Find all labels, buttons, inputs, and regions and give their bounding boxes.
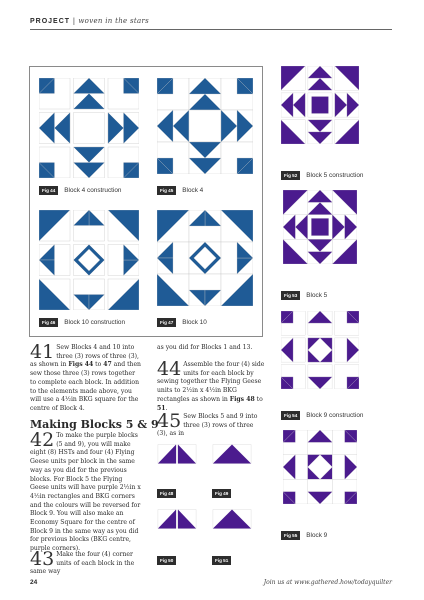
footer-web: Join us at www.gathered.how/todayquilter <box>263 579 392 586</box>
fig45-block4 <box>157 78 253 174</box>
running-header <box>30 17 149 25</box>
fig54-block9-construction <box>281 311 359 389</box>
block-9-cell <box>335 338 359 362</box>
block-9-cell <box>283 479 308 504</box>
block-4-cell <box>73 147 104 178</box>
fig51-tag: Fig 51 <box>212 556 231 565</box>
step-41-text-a: Sew Blocks 4 and 10 into three (3) rows of three (3), as shown in <box>30 344 139 369</box>
step-44-ref2: 51 <box>157 404 166 412</box>
fig44-caption <box>39 186 121 195</box>
fig44-text: Block 4 construction <box>64 187 122 194</box>
block-10-cell <box>73 210 104 241</box>
block-9-cell <box>308 311 332 335</box>
step-43-number: 43 <box>30 548 55 570</box>
block-4-cell <box>108 112 139 143</box>
block-10-cell <box>73 279 104 310</box>
header-rule <box>30 29 392 30</box>
block-4-cell <box>221 142 253 174</box>
fig46-text: Block 10 construction <box>64 319 126 326</box>
fig45-caption <box>157 186 203 195</box>
fig55-text: Block 9 <box>306 532 328 539</box>
block-9-cell <box>281 338 305 362</box>
block-9-cell <box>308 430 333 455</box>
fig52-caption <box>281 171 363 180</box>
step-41-text-c: and then sew those three (3) rows together to complete each block. In addition to the elements made above, you will use a 4½in BKG square for the centre of Block 4. <box>30 361 141 412</box>
step-43 <box>30 548 142 577</box>
block-4-cell <box>189 142 221 174</box>
block-10-cell <box>39 210 70 241</box>
fig50-tag: Fig 50 <box>157 556 176 565</box>
section-label: PROJECT <box>30 18 71 25</box>
step-41 <box>30 341 142 414</box>
step-44-text-a: Assemble the four (4) side units for each block by sewing together the Flying Geese units to 2½in x 4½in BKG rectangles as shown in <box>157 361 265 403</box>
block-10-cell <box>221 274 253 306</box>
block-5-cell <box>308 190 333 215</box>
block-10-cell <box>189 274 221 306</box>
block-4-cell <box>157 142 189 174</box>
fig46-tag: Fig 46 <box>39 318 58 327</box>
block-10-cell <box>157 210 189 242</box>
block-5-cell <box>308 66 332 90</box>
fig47-tag: Fig 47 <box>157 318 176 327</box>
block-9-cell <box>332 455 357 480</box>
fig54-tag: Fig 54 <box>281 411 300 420</box>
fig45-text: Block 4 <box>182 187 204 194</box>
block-4-cell <box>221 110 253 142</box>
fig51-caption <box>212 556 237 565</box>
block-5-cell <box>308 93 332 117</box>
step-41-ref: Figs 44 <box>68 361 94 369</box>
fig53-block5 <box>283 190 357 264</box>
section-heading: Making Blocks 5 & 9 <box>30 418 159 431</box>
step-45-number: 45 <box>157 410 182 432</box>
fig49-caption <box>212 489 237 498</box>
block-10-cell <box>189 210 221 242</box>
block-4-cell <box>189 78 221 110</box>
block-10-cell <box>189 242 221 274</box>
block-10-cell <box>157 274 189 306</box>
fig45-tag: Fig 45 <box>157 186 176 195</box>
block-4-cell <box>73 78 104 109</box>
fig52-block5-construction <box>281 66 359 144</box>
step-44-number: 44 <box>157 358 182 380</box>
fig50-flying-geese <box>157 508 197 530</box>
step-42-text: To make the purple blocks (5 and 9), you will make eight (8) HSTs and four (4) Flying Geese units per block in the same way as you did for the previous blocks. For Block 5 the Flying Geese units will have purple 2½in x 4½in rectangles and BKG corners and the colours will be reversed for Block 9. You will also make an Economy Square for the centre of Block 9 in the same way as you did for previous blocks (BKG centre, purple corners). <box>30 432 141 553</box>
block-9-cell <box>283 455 308 480</box>
fig52-tag: Fig 52 <box>281 171 300 180</box>
project-title: woven in the stars <box>78 17 150 25</box>
fig46-block10-construction <box>39 210 139 310</box>
block-9-cell <box>283 430 308 455</box>
fig44-tag: Fig 44 <box>39 186 58 195</box>
block-9-cell <box>332 430 357 455</box>
block-4-cell <box>157 78 189 110</box>
block-10-cell <box>108 210 139 241</box>
block-4-cell <box>221 78 253 110</box>
block-10-cell <box>108 279 139 310</box>
fig49-tag: Fig 49 <box>212 489 231 498</box>
block-5-cell <box>308 239 333 264</box>
block-5-cell <box>308 120 332 144</box>
block-9-cell <box>332 479 357 504</box>
fig52-text: Block 5 construction <box>306 172 364 179</box>
block-5-cell <box>332 239 357 264</box>
block-4-cell <box>108 78 139 109</box>
fig49-flying-geese <box>212 443 252 465</box>
block-9-cell <box>308 338 332 362</box>
page-number: 24 <box>30 579 38 586</box>
block-10-cell <box>39 244 70 275</box>
step-41-text-b: to <box>93 361 104 369</box>
block-4-cell <box>157 110 189 142</box>
block-10-cell <box>221 210 253 242</box>
block-5-cell <box>335 93 359 117</box>
fig53-caption <box>281 291 327 300</box>
step-45 <box>157 410 265 439</box>
fig55-block9 <box>283 430 357 504</box>
block-5-cell <box>281 93 305 117</box>
block-4-cell <box>108 147 139 178</box>
fig50-caption <box>157 556 182 565</box>
block-5-cell <box>283 239 308 264</box>
fig53-tag: Fig 53 <box>281 291 300 300</box>
fig47-caption <box>157 318 207 327</box>
fig47-text: Block 10 <box>182 319 207 326</box>
fig54-caption <box>281 411 363 420</box>
step-44 <box>157 358 265 413</box>
block-5-cell <box>332 215 357 240</box>
block-4-cell <box>39 78 70 109</box>
block-5-cell <box>335 66 359 90</box>
fig55-caption <box>281 531 327 540</box>
block-5-cell <box>308 215 333 240</box>
step-44-text-b: to <box>254 395 263 403</box>
fig46-caption <box>39 318 125 327</box>
block-5-cell <box>335 120 359 144</box>
fig48-flying-geese <box>157 443 197 465</box>
block-4-cell <box>39 147 70 178</box>
block-10-cell <box>157 242 189 274</box>
fig48-caption <box>157 489 182 498</box>
step-41-ref2: 47 <box>103 361 112 369</box>
block-10-cell <box>39 279 70 310</box>
block-4-cell <box>39 112 70 143</box>
header-separator: | <box>72 17 76 25</box>
block-4-cell <box>73 112 104 143</box>
fig47-block10 <box>157 210 253 306</box>
step-43-text: Make the four (4) corner units of each block in the same way <box>30 551 135 576</box>
fig44-block4-construction <box>39 78 139 178</box>
step-41-number: 41 <box>30 341 55 363</box>
block-5-cell <box>332 190 357 215</box>
block-9-cell <box>281 365 305 389</box>
block-9-cell <box>335 365 359 389</box>
block-10-cell <box>73 244 104 275</box>
block-4-cell <box>189 110 221 142</box>
block-5-cell <box>281 120 305 144</box>
step-42-number: 42 <box>30 429 55 451</box>
step-43-continued: as you did for Blocks 1 and 13. <box>157 344 253 351</box>
step-42 <box>30 429 142 554</box>
fig55-tag: Fig 55 <box>281 531 300 540</box>
fig54-text: Block 9 construction <box>306 412 364 419</box>
block-10-cell <box>108 244 139 275</box>
step-44-ref: Figs 48 <box>229 395 255 403</box>
block-9-cell <box>308 479 333 504</box>
fig48-tag: Fig 48 <box>157 489 176 498</box>
block-5-cell <box>283 190 308 215</box>
block-5-cell <box>283 215 308 240</box>
fig51-flying-geese <box>212 508 252 530</box>
fig53-text: Block 5 <box>306 292 328 299</box>
block-9-cell <box>308 365 332 389</box>
block-10-cell <box>221 242 253 274</box>
block-5-cell <box>281 66 305 90</box>
block-9-cell <box>281 311 305 335</box>
step-44-text-c: . <box>165 404 168 412</box>
step-45-text: Sew Blocks 5 and 9 into three (3) rows of three (3), as in <box>157 413 258 438</box>
block-9-cell <box>335 311 359 335</box>
block-9-cell <box>308 455 333 480</box>
